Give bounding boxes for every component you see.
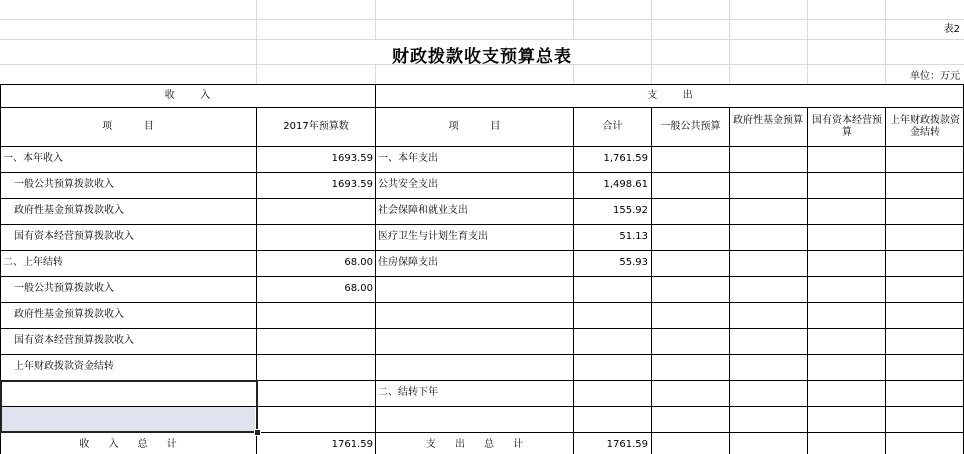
col-header-state-capital[interactable]: 国有资本经营预算 xyxy=(812,115,882,138)
expense-row-label[interactable]: 一、本年支出 xyxy=(378,153,438,164)
income-row-label[interactable]: 上年财政拨款资金结转 xyxy=(14,361,114,372)
income-header: 收 入 xyxy=(164,90,211,101)
income-row-value[interactable]: 1693.59 xyxy=(331,179,373,190)
income-row-label[interactable]: 政府性基金预算拨款收入 xyxy=(14,205,124,216)
expense-header: 支 出 xyxy=(647,90,693,101)
expense-row-label[interactable]: 二、结转下年 xyxy=(378,387,438,398)
income-total-value[interactable]: 1761.59 xyxy=(331,439,373,450)
col-header-prev-transfer[interactable]: 上年财政拨款资金结转 xyxy=(890,115,960,138)
expense-row-total[interactable]: 1,498.61 xyxy=(603,179,648,190)
income-row-label[interactable]: 国有资本经营预算拨款收入 xyxy=(14,335,134,346)
income-row-value[interactable]: 68.00 xyxy=(344,257,373,268)
income-row-label[interactable]: 二、上年结转 xyxy=(3,257,63,268)
income-total-label: 收 入 总 计 xyxy=(79,439,177,450)
selected-cell-range[interactable] xyxy=(0,380,258,433)
income-row-value[interactable]: 1693.59 xyxy=(331,153,373,164)
col-header-item-right[interactable]: 项 目 xyxy=(448,121,501,132)
income-row-label[interactable]: 政府性基金预算拨款收入 xyxy=(14,309,124,320)
expense-row-label[interactable]: 住房保障支出 xyxy=(378,257,438,268)
expense-row-total[interactable]: 1,761.59 xyxy=(603,153,648,164)
fill-handle[interactable] xyxy=(254,429,261,436)
expense-total-label: 支 出 总 计 xyxy=(425,439,524,450)
expense-row-total[interactable]: 155.92 xyxy=(613,205,648,216)
income-row-label[interactable]: 一般公共预算拨款收入 xyxy=(14,179,114,190)
income-row-label[interactable]: 国有资本经营预算拨款收入 xyxy=(14,231,134,242)
expense-total-value[interactable]: 1761.59 xyxy=(606,439,648,450)
col-header-budget-2017[interactable]: 2017年预算数 xyxy=(283,121,349,132)
expense-row-total[interactable]: 51.13 xyxy=(619,231,648,242)
expense-row-label[interactable]: 社会保障和就业支出 xyxy=(378,205,468,216)
income-row-label[interactable]: 一般公共预算拨款收入 xyxy=(14,283,114,294)
income-row-value[interactable]: 68.00 xyxy=(344,283,373,294)
table-tag: 表2 xyxy=(943,24,960,35)
expense-row-label[interactable]: 公共安全支出 xyxy=(378,179,438,190)
income-row-label[interactable]: 一、本年收入 xyxy=(3,153,63,164)
unit-label: 单位：万元 xyxy=(910,71,960,82)
col-header-item-left[interactable]: 项 目 xyxy=(102,121,154,132)
col-header-total[interactable]: 合计 xyxy=(602,121,623,132)
expense-row-total[interactable]: 55.93 xyxy=(619,257,648,268)
expense-row-label[interactable]: 医疗卫生与计划生育支出 xyxy=(378,231,488,242)
col-header-gov-fund[interactable]: 政府性基金预算 xyxy=(733,115,803,126)
col-header-general-budget[interactable]: 一般公共预算 xyxy=(660,121,721,132)
page-title: 财政拨款收支预算总表 xyxy=(392,47,572,67)
